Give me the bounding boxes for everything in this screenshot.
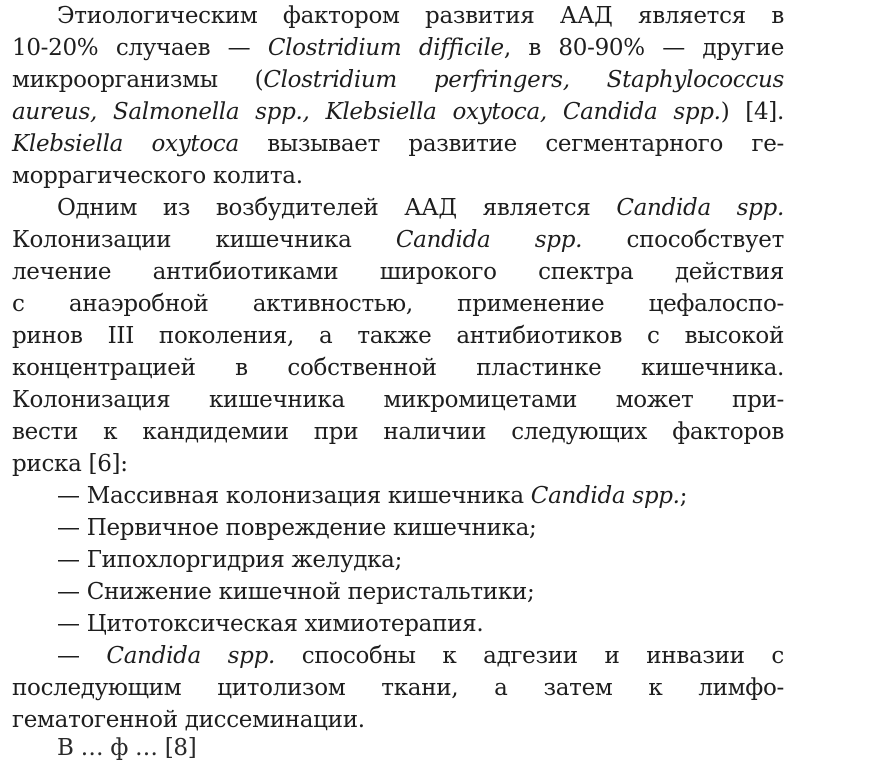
text-line: [12, 224, 784, 256]
text-segment: — Массивная колонизация кишечника: [57, 483, 531, 509]
clipped-text-line: В … ф … [8]: [57, 735, 197, 761]
text-segment: 10-20% случаев —: [12, 35, 268, 61]
text-segment: — Первичное повреждение кишечника;: [57, 515, 537, 541]
text-segment: концентрацией в собственной пластинке кишечника.: [12, 355, 784, 381]
text-line: [12, 0, 784, 32]
italic-term: Clostridium perfringers, Staphylococcus: [263, 67, 784, 93]
text-segment: , в 80-90% — другие: [503, 35, 785, 61]
text-segment: Этиологическим фактором развития ААД является в: [57, 3, 784, 29]
text-line: [12, 352, 784, 384]
text-line: [12, 544, 402, 576]
text-line: [12, 672, 784, 704]
text-line: [12, 128, 784, 160]
text-segment: лечение антибиотиками широкого спектра действия: [12, 259, 784, 285]
text-line: [12, 320, 784, 352]
text-segment: —: [57, 643, 107, 669]
italic-term: Candida spp.: [106, 643, 276, 669]
italic-term: Klebsiella oxytoca: [12, 131, 239, 157]
text-line: [12, 64, 784, 96]
text-line: [12, 640, 784, 672]
text-segment: — Гипохлоргидрия желудка;: [57, 547, 403, 573]
text-segment: — Цитотоксическая химиотерапия.: [57, 611, 484, 637]
text-segment: вести к кандидемии при наличии следующих факторов: [12, 419, 784, 445]
text-segment: ) [4].: [720, 99, 784, 125]
text-segment: риска [6]:: [12, 451, 128, 477]
text-line: [12, 576, 534, 608]
text-segment: способствует: [582, 227, 784, 253]
text-line: [12, 160, 303, 192]
text-segment: Колонизации кишечника: [12, 227, 396, 253]
text-line: [12, 32, 784, 64]
text-segment: — Снижение кишечной перистальтики;: [57, 579, 535, 605]
text-segment: с анаэробной активностью, применение цефалоспо-: [12, 291, 784, 317]
text-segment: вызывает развитие сегментарного ге-: [238, 131, 784, 157]
italic-term: Clostridium difficile: [267, 35, 504, 61]
text-segment: микроорганизмы (: [12, 67, 264, 93]
text-segment: гематогенной диссеминации.: [12, 707, 365, 733]
italic-term: Candida spp.: [616, 195, 784, 221]
italic-term: aureus, Salmonella spp., Klebsiella oxytoca, Candida spp.: [12, 99, 721, 125]
text-line: [12, 256, 784, 288]
text-line: [12, 96, 784, 128]
text-segment: способны к адгезии и инвазии с: [275, 643, 784, 669]
text-segment: ринов III поколения, а также антибиотиков с высокой: [12, 323, 784, 349]
text-segment: моррагического колита.: [12, 163, 303, 189]
text-segment: Колонизация кишечника микромицетами может при-: [12, 387, 784, 413]
text-line: [12, 288, 784, 320]
text-segment: ;: [679, 483, 688, 509]
text-line: [12, 384, 784, 416]
text-line: [12, 192, 784, 224]
text-line: [12, 512, 536, 544]
text-line: [12, 480, 687, 512]
text-segment: последующим цитолизом ткани, а затем к лимфо-: [12, 675, 784, 701]
italic-term: Candida spp.: [530, 483, 680, 509]
text-line: [12, 416, 784, 448]
italic-term: Candida spp.: [395, 227, 583, 253]
text-segment: Одним из возбудителей ААД является: [57, 195, 617, 221]
text-line: [12, 608, 483, 640]
text-line: [12, 448, 128, 480]
